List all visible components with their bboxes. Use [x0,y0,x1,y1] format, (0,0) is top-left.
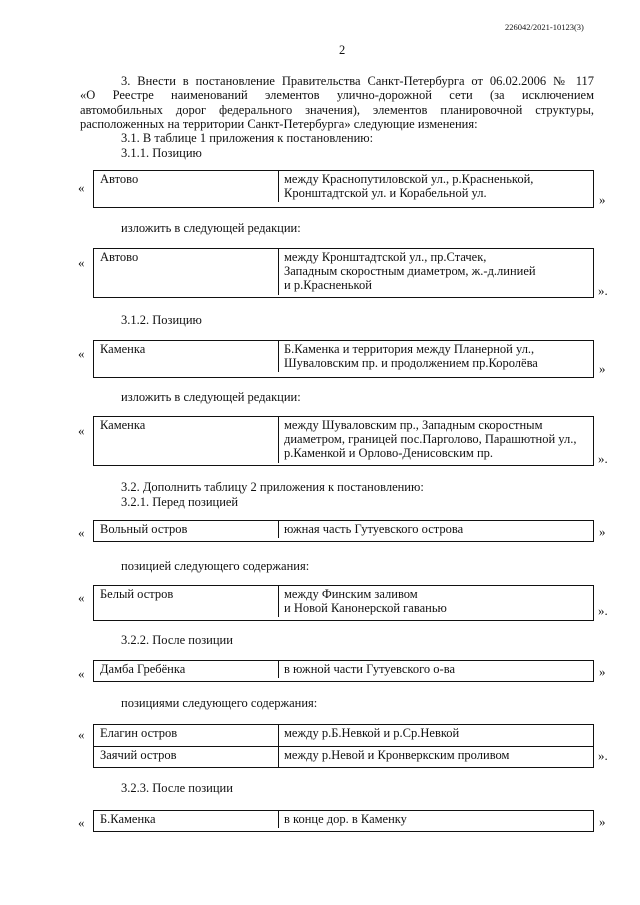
close-quote: » [599,524,606,539]
position-name: Елагин остров [94,725,279,746]
position-name: Белый остров [94,586,279,617]
description-line: диаметром, границей пос.Парголово, Парашютной ул., [284,432,577,447]
position-name: Заячий остров [94,747,279,768]
table-row [94,661,593,678]
intro-line-4: расположенных на территории Санкт-Петербурга» следующие изменения: [80,117,478,132]
table-position-volny-ostrov [93,520,594,542]
intro-line-3: автомобильных дорог федерального значения), элементов планировочной структуры, [80,102,594,117]
description-line: и р.Красненькой [284,278,372,293]
item-3-1: 3.1. В таблице 1 приложения к постановлению: [121,131,374,145]
position-description [279,521,593,538]
description-line: Шуваловским пр. и продолжением пр.Королёва [284,356,538,371]
description-line: в южной части Гутуевского о-ва [284,662,455,676]
close-quote: » [599,361,606,376]
open-quote: « [78,346,85,361]
position-name: Автово [94,171,279,202]
table-position-kamenka-old [93,340,594,378]
description-line: Б.Каменка и территория между Планерной ул., [284,342,535,356]
edition-phrase: изложить в следующей редакции: [121,390,301,404]
document-id: 226042/2021-10123(3) [505,22,584,32]
table-row [94,341,593,372]
table-row [94,586,593,617]
table-row [94,417,593,463]
description-line: между Кронштадтской ул., пр.Стачек, [284,250,487,264]
description-line: южная часть Гутуевского острова [284,522,464,536]
position-description: между р.Б.Невкой и р.Ср.Невкой [284,726,460,740]
close-quote: ». [598,451,608,466]
table-position-kamenka-new [93,416,594,466]
table-position-bely-ostrov [93,585,594,621]
page-number: 2 [339,43,346,57]
table-row [94,521,593,538]
table-row [94,811,593,828]
position-name: Автово [94,249,279,295]
close-quote: ». [598,748,608,763]
intro-line-1: 3. Внести в постановление Правительства Санкт-Петербурга от 06.02.2006 № 117 [121,74,594,88]
table-row [94,249,593,295]
position-description [279,249,593,295]
position-description [279,586,593,617]
table-row [94,746,593,768]
edition-phrase: изложить в следующей редакции: [121,221,301,235]
description-line: и Новой Канонерской гаванью [284,601,447,616]
table-position-b-kamenka [93,810,594,832]
description-line: Кронштадтской ул. и Корабельной ул. [284,186,487,201]
intro-line-2: «О Реестре наименований элементов улично-дорожной сети (за исключением [80,88,594,103]
open-quote: « [78,590,85,605]
open-quote: « [78,666,85,681]
position-description [279,171,593,202]
open-quote: « [78,255,85,270]
table-position-avtovo-new [93,248,594,298]
section-3-2: 3.2. Дополнить таблицу 2 приложения к постановлению: [121,480,424,494]
open-quote: « [78,525,85,540]
item-3-1-1: 3.1.1. Позицию [121,146,202,160]
table-row [94,171,593,202]
table-position-avtovo-old [93,170,594,208]
table-row [94,725,593,746]
positions-content-phrase: позициями следующего содержания: [121,696,318,710]
description-line: между Шуваловским пр., Западным скоростным [284,418,543,432]
open-quote: « [78,815,85,830]
open-quote: « [78,180,85,195]
position-description: между р.Невой и Кронверкским проливом [284,748,510,762]
table-position-damba-grebenka [93,660,594,682]
position-name: Вольный остров [94,521,279,538]
position-description [279,417,593,463]
section-3-2-3: 3.2.3. После позиции [121,781,233,795]
table-positions-islands [93,724,594,768]
section-3-1-2: 3.1.2. Позицию [121,313,202,327]
position-name: Б.Каменка [94,811,279,828]
position-content-phrase: позицией следующего содержания: [121,559,310,573]
position-description [279,811,593,828]
close-quote: » [599,192,606,207]
description-line: между Краснопутиловской ул., р.Красненькой, [284,172,534,186]
intro-paragraph [80,74,594,132]
description-line: между Финским заливом [284,587,418,601]
description-line: р.Каменкой и Орлово-Денисовским пр. [284,446,494,461]
description-line: в конце дор. в Каменку [284,812,407,826]
position-name: Дамба Гребёнка [94,661,279,678]
open-quote: « [78,423,85,438]
section-3-2-1: 3.2.1. Перед позицией [121,495,239,509]
position-description [279,661,593,678]
close-quote: » [599,664,606,679]
close-quote: ». [598,603,608,618]
open-quote: « [78,727,85,742]
close-quote: » [599,814,606,829]
section-3-2-2: 3.2.2. После позиции [121,633,233,647]
description-line: Западным скоростным диаметром, ж.-д.линией [284,264,536,279]
position-name: Каменка [94,417,279,463]
position-description [279,341,593,372]
close-quote: ». [598,283,608,298]
position-name: Каменка [94,341,279,372]
